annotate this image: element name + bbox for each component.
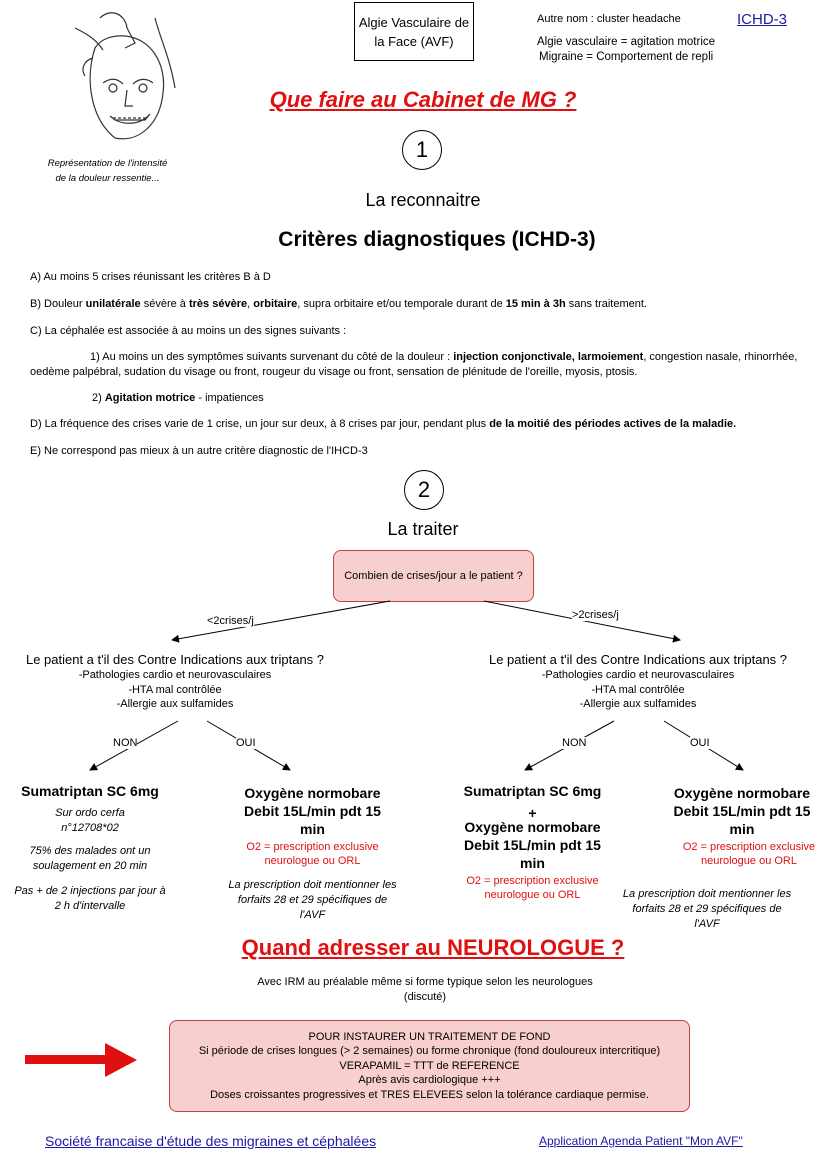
oui-label-right: OUI (690, 737, 710, 749)
fond-line-2: Si période de crises longues (> 2 semaines) ou forme chronique (fond douloureux intercritique) (198, 1045, 661, 1058)
fond-line-4: Après avis cardiologique +++ (358, 1074, 501, 1087)
leaf-oxygen-left (230, 784, 395, 923)
criterion-b-text3: , supra orbitaire et/ou temporale durant de (297, 298, 506, 310)
sumatriptan-ordo: Sur ordo cerfa n°12708*02 (55, 807, 125, 834)
combo-oxygen: Oxygène normobare Debit 15L/min pdt 15 min (464, 819, 601, 871)
ichd-link[interactable]: ICHD-3 (737, 11, 788, 28)
ci-item-1-left: -Pathologies cardio et neurovasculaires (78, 669, 272, 681)
non-label-left: NON (113, 737, 138, 749)
aka-text: Autre nom : cluster headache (537, 13, 681, 25)
fond-line-3: VERAPAMIL = TTT de REFERENCE (339, 1059, 520, 1072)
sumatriptan-title: Sumatriptan SC 6mg (21, 783, 159, 799)
non-label-right: NON (562, 737, 587, 749)
fond-line-5: Doses croissantes progressives et TRES ELEVEES selon la tolérance cardiaque permise. (210, 1088, 649, 1101)
criterion-c2-text2: - impatiences (195, 392, 264, 404)
criterion-e: E) Ne correspond pas mieux à un autre critère diagnostic de l'IHCD-3 (30, 445, 368, 457)
oxygen-title-right: Oxygène normobare Debit 15L/min pdt 15 min (673, 785, 811, 837)
criterion-b-duration: 15 min à 3h (505, 298, 566, 310)
o2-prescription-right: O2 = prescription exclusive neurologue ou ORL (682, 841, 816, 867)
criterion-b-comma: , (247, 298, 254, 310)
leaf-combo-right (450, 782, 615, 902)
sfem-link[interactable]: Société francaise d'étude des migraines et céphalées (45, 1133, 377, 1149)
ci-item-2-right: -HTA mal contrôlée (591, 683, 685, 696)
leaf-oxygen-right (662, 784, 821, 868)
criterion-d-text: D) La fréquence des crises varie de 1 crise, un jour sur deux, à 8 crises par jour, pendant plus (30, 418, 490, 430)
criterion-c1-text: 1) Au moins un des symptômes suivants survenant du côté de la douleur : (90, 351, 454, 363)
agitation-text: Algie vasculaire = agitation motrice (537, 36, 716, 48)
criterion-c1-bold: injection conjonctivale, larmoiement (453, 351, 644, 363)
criterion-c2-bold: Agitation motrice (104, 392, 196, 404)
ci-item-1-right: -Pathologies cardio et neurovasculaires (541, 669, 735, 681)
o2-prescription-left: O2 = prescription exclusive neurologue ou ORL (246, 841, 379, 867)
criterion-c1-text2: , congestion nasale, rhinorrhée, oedème palpébral, sudation du visage ou front, rougeur du visage ou front, sensation de plénitude de l'oreille, myosis, ptosis. (30, 351, 798, 378)
arrow-left-branch (172, 601, 390, 640)
forfaits-left: La prescription doit mentionner les forfaits 28 et 29 spécifiques de l'AVF (228, 879, 397, 921)
criterion-b-unilateral: unilatérale (85, 298, 141, 310)
migraine-text: Migraine = Comportement de repli (539, 51, 714, 63)
leaf-sumatriptan-left (10, 782, 170, 914)
criterion-b-orbital: orbitaire (253, 298, 298, 310)
neuro-title: Quand adresser au NEUROLOGUE ? (241, 935, 625, 960)
image-caption: Représentation de l'intensité de la douleur ressentie... (47, 158, 168, 184)
criterion-a: A) Au moins 5 crises réunissant les critères B à D (30, 271, 271, 283)
irm-note: Avec IRM au préalable même si forme typique selon les neurologues (discuté) (257, 976, 593, 1003)
oxygen-title-left: Oxygène normobare Debit 15L/min pdt 15 min (244, 785, 381, 837)
criterion-b-severe: très sévère (188, 298, 248, 310)
sumatriptan-limit: Pas + de 2 injections par jour à 2 h d'intervalle (14, 885, 166, 912)
combo-plus: + (528, 805, 537, 821)
main-title: Que faire au Cabinet de MG ? (269, 87, 577, 112)
ci-block-left (0, 652, 350, 712)
ci-block-right (463, 652, 813, 712)
ci-item-3-right: -Allergie aux sulfamides (579, 698, 697, 710)
step2-number-text: 2 (417, 477, 431, 502)
sumatriptan-stat: 75% des malades ont un soulagement en 20 min (29, 845, 151, 872)
criterion-b-text2: sévère à (140, 298, 189, 310)
ci-item-2-left: -HTA mal contrôlée (128, 683, 222, 696)
step1-label: La reconnaitre (365, 190, 481, 210)
forfaits-right: La prescription doit mentionner les forfaits 28 et 29 spécifiques de l'AVF (622, 888, 792, 930)
ci-item-3-left: -Allergie aux sulfamides (116, 698, 234, 710)
criterion-b-text: B) Douleur (30, 298, 86, 310)
ci-question-left: Le patient a t'il des Contre Indications aux triptans ? (25, 652, 325, 667)
step1-number-text: 1 (415, 137, 429, 162)
criterion-c2-text: 2) (92, 392, 105, 404)
ci-question-right: Le patient a t'il des Contre Indications aux triptans ? (488, 652, 788, 667)
criterion-d-bold: de la moitié des périodes actives de la maladie. (489, 418, 737, 430)
app-link[interactable]: Application Agenda Patient "Mon AVF" (539, 1134, 743, 1148)
criterion-c: C) La céphalée est associée à au moins un des signes suivants : (30, 325, 347, 337)
red-arrow-icon (25, 1043, 137, 1082)
combo-sumatriptan: Sumatriptan SC 6mg (463, 783, 602, 799)
branch-left-label: <2crises/j (207, 615, 254, 627)
crises-question: Combien de crises/jour a le patient ? (344, 570, 523, 582)
branch-right-label: >2crises/j (572, 609, 619, 621)
fond-treatment-box (169, 1020, 690, 1112)
o2-prescription-combo: O2 = prescription exclusive neurologue ou ORL (466, 875, 599, 901)
criterion-b-text4: sans traitement. (565, 298, 647, 310)
criteria-title: Critères diagnostiques (ICHD-3) (278, 228, 596, 251)
title-box-text: Algie Vasculaire de la Face (AVF) (358, 14, 470, 49)
oui-label-left: OUI (236, 737, 256, 749)
fond-line-1: POUR INSTAURER UN TRAITEMENT DE FOND (308, 1030, 551, 1043)
step2-label: La traiter (387, 519, 459, 539)
